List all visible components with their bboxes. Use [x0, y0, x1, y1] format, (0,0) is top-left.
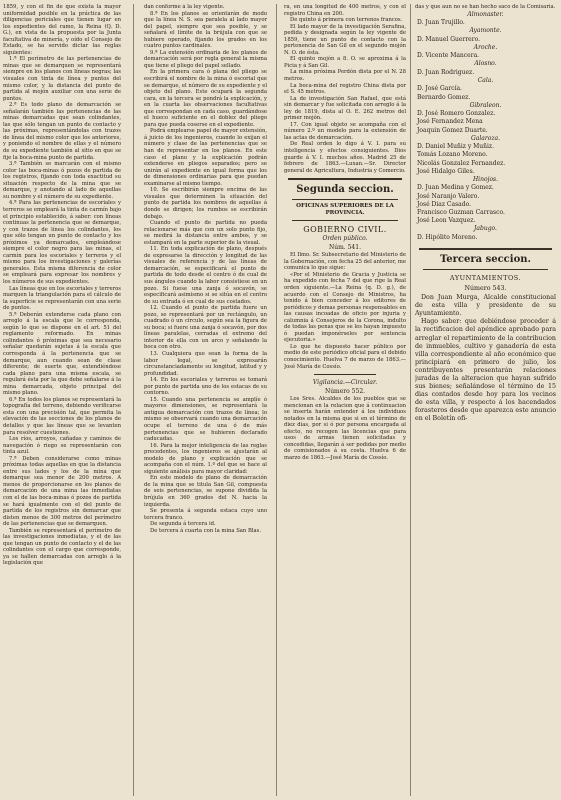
town-heading: Alosno.	[474, 60, 497, 68]
paragraph: La de investigación San Rafael, que está sin demarcar y fue solicitada con arreglo á la ley de 1819, dista al O. E. 262 metros del primer mojón.	[284, 95, 406, 122]
paragraph: 12. Cuando el punto de partida fuere un pozo, se representará por un rectángulo, un cuadrado ó un círculo, según sea la figura de su boca; si fuere una zanja ó socavón, por dos líneas paralelas, cerradas el extremo del interior de ella con un arco y señalando la boca con otro.	[144, 305, 267, 351]
person-name: José Diaz Casado.	[417, 200, 472, 208]
paragraph: La mina próxima Perdón dista por el N. 28 metros.	[284, 69, 406, 83]
person-name: Joaquin Gomez Duarte.	[417, 126, 488, 134]
person-name: D. José García.	[417, 85, 462, 93]
ayuntamientos-heading: AYUNTAMIENTOS.	[449, 274, 522, 283]
town-heading: Hinojos.	[472, 176, 499, 184]
paragraph: dan conforme á la ley vigente.	[144, 4, 225, 10]
paragraph: 10. Se escribirán siempre encima de las visuales que determinen la situación del punto de partida los nombres de aquellas á donde se dirigen; los rumbos se escribirán debajo.	[144, 187, 267, 220]
paragraph: 7.ª Deben considerarse como minas próximas todas aquellas en que la distancia entre sus lados y los de la mina que demarque sea menor de 200 metros. A menos de proporcionarse en los planos de demarcación de una mina las inmediatas con el de las boca-minas ó pozos de partida se hará igualmente con el del punto de partida de los registros sin demarcar que disten menos de 300 metros del perímetro de las pertenencias que se demarquen.	[3, 455, 121, 528]
column-3	[284, 4, 406, 796]
column-1	[3, 4, 121, 796]
person-name: D. Vicente Mancera.	[417, 52, 480, 60]
section-divider	[419, 248, 552, 250]
numero-label: Número 543.	[464, 285, 507, 293]
person-name: Bernardo Gomez.	[417, 93, 471, 101]
paragraph: 3.ª También se marcarán con el mismo color las boca-minas ó pozos de partida de los registros, fijando con toda exactitud su situación respecto de la mina que se demarque, y anotando al lado de aquellas su nombre y el número de su expediente.	[3, 161, 121, 200]
numero-label: Número 552.	[324, 388, 366, 396]
oficinas-heading: OFICINAS SUPERIORES DE LA PROVINCIA.	[296, 203, 394, 217]
section-heading: Tercera seccion.	[440, 254, 531, 266]
person-name: Francisco Guzman Carrasco.	[417, 209, 505, 217]
divider	[292, 199, 398, 200]
person-name: Nicolás Gonzalez Fernandez.	[417, 159, 506, 167]
vigilancia-heading: Vigilancia.—Circular.	[312, 379, 378, 387]
divider	[292, 220, 398, 221]
paragraph: También se representará el perímetro de las investigaciones inmediatas, y el de las que tengan un punto de contacto y el de las colindantes con el cargo que corresponde, ya se hallen demarcadas con arreglo á la legislación que	[3, 527, 121, 567]
paragraph: 17. Con igual objeto se acompaña con el número 2.º un modelo para la extensión de las actas de demarcación.	[284, 121, 406, 141]
town-heading: Gibraleon.	[469, 101, 502, 109]
town-heading: Galaroza.	[471, 134, 500, 142]
paragraph: Cuando el punto de partida no pueda relacionarse más que con un solo punto fijo, se medirá la distancia entre ambos, y se estampará en la parte superior de la visual.	[144, 220, 267, 246]
person-name: José Leon Vazquez.	[417, 217, 476, 225]
paragraph: El lado mayor de la investigación Serafina, pedida y designada según la ley vigente de 1859, tiene un punto de contacto con la pertenencia de San Gil en el segundo mojón N. O. de ésta.	[284, 23, 406, 56]
column-divider	[133, 4, 134, 796]
paragraph: De segunda á tercera id.	[150, 521, 216, 528]
numero-label: Núm. 541.	[329, 244, 361, 252]
divider	[423, 269, 548, 270]
person-name: José Fernandez Mena	[417, 118, 483, 126]
person-name: D. Daniel Muñiz y Muñiz.	[417, 143, 494, 151]
person-name: José Naranjo Valero.	[417, 192, 480, 200]
person-name: Tomás Lozano Moreno.	[417, 151, 488, 159]
section-divider	[288, 178, 402, 180]
paragraph: Lo que he dispuesto hacer público por medio de este periódico oficial para el debido conocimiento. Huelva 7 de marzo de 1863.—José María de Cossío.	[284, 343, 406, 370]
column-2	[144, 4, 267, 796]
paragraph: El Ilmo. Sr. Subsecretario del Ministerio de la Gobernación, con fecha 25 del anterior, me comunica lo que sigue:	[284, 252, 406, 272]
paragraph: El quinto mojón a 8. O. se aproxima á la Picia y á San Gil.	[284, 56, 406, 69]
orden-publico-label: Orden público.	[322, 235, 368, 243]
person-name: D. Manuel Guerrero.	[417, 35, 481, 43]
divider	[314, 374, 376, 375]
column-divider	[276, 4, 277, 796]
paragraph: 5.ª Deberán extenderse cada plano con arreglo á la escala que le corresponda, según lo que se dispone en el art. 51 del reglamento reformado. En minas colindantes ó próximas que sea necesario señalar quedarán sujetas á la escala que corresponda á la pertenencia que se demarque, aun cuando sean de clase diferente; de suerte que, extendiéndose cada plano para una misma escala, se regulará ésta por la que debe señalarse á la mina demarcada, objeto principal del mismo plano.	[3, 311, 121, 397]
person-name: D. Juan Medina y Gomez.	[417, 184, 494, 192]
paragraph: Los Sres. Alcaldes de los pueblos que se mencionan en la relacion que á continuacion se inserta harán entender á los individuos notados en la misma que si en el término de diez dias, por si ó por persona encargada al efecto, no recogen las licencias que para usos de armas tienen solicitadas y concedidas, llegarán á ser podidas por medio de comisionados á su costa. Huelva 6 de marzo de 1863.—José María de Cossío.	[284, 396, 406, 461]
paragraph: 11. En toda explicación de plano, después de expresarse la dirección y longitud de las visuales de referencia y de las líneas de demarcación, se especificará el punto de partida de todo desde el centro ó de cual de sus ángulos cuando la labor consistiese en un pozo. Si fuese una zanja ó socavón, se especificará asimismo si se sitúa en el centro de su entrada ó en cual de sus costados.	[144, 246, 267, 305]
town-heading: Almonaster.	[467, 10, 504, 18]
paragraph: Los ríos, arroyos, cañadas y caminos de navegación ó riego se representarán con tinta azul.	[3, 436, 121, 456]
paragraph: En este modelo de plano de demarcación de la mina que se titula San Gil, compuesta de seis pertenencias, se supone dividida la brújula en 360 grados del N. hacia la izquierda.	[144, 475, 267, 508]
town-heading: Jabugo.	[474, 225, 497, 233]
paragraph: ra, en una longitud de 400 metros, y con el registro China en 200.	[284, 4, 406, 17]
paragraph: De quinto á primera con terrenos francos.	[290, 17, 403, 24]
paragraph: Hago saber: que debiéndose proceder á la rectificacion del apéndice aprobado para arreglar el repartimiento de la contribucion de inmuebles, cultivo y ganadería de esta villa correspondiente al año económico que principiará en primero de julio, los contribuyentes presentarán relaciones juradas de la alteracion que hayan sufrido sus bienes; señalándose el término de 15 dias contados desde hoy para los vecinos de esta villa, y respecto á los hacendados forasteros desde que aparezca este anuncio en el Boletín ofi-	[415, 318, 556, 423]
town-heading: Aroche.	[473, 43, 498, 51]
gobierno-civil-heading: GOBIERNO CIVIL.	[303, 225, 387, 235]
person-name: D. Juan Rodriguez.	[417, 68, 475, 76]
paragraph: De tercera á cuarta con la mina San Blas.	[150, 527, 262, 534]
paragraph: Se presenta á segunda estaca cuyo uno tercera franco.	[144, 508, 267, 521]
paragraph: 2.ª Es todo plano de demarcación se señalarán también las pertenencias de las minas demarcadas que sean colindantes, las que sólo tengan un punto de contacto y las próximas, representándolas con trazos de línea del mismo color que los anteriores, y poniendo el nombre de ellas y el número de su expediente también al sitio en que se fije la boca-mina punto de partida.	[3, 102, 121, 161]
paragraph: «Por el Ministerio de Gracia y Justicia se ha expedido con fecha 7 del que rige la Real orden siguiente.—La Reina (q. D. g.), de acuerdo con el Consejo de Ministros, ha tenido á bien conceder á los editores de periódicos y demas personas responsables en las causas incoadas de oficio por injuria y calumnia á Consejeros de la Corona, indulto de todas las penas que se les hayan impuesto ó puedan imponérseles por sentencia ejecutoria.»	[284, 271, 406, 344]
town-list	[415, 11, 556, 243]
paragraph: 14. En los escoriales y terreros se tomará por punto de partida uno de los estacas de su contorno.	[144, 377, 267, 397]
section-heading: Segunda seccion.	[296, 184, 394, 196]
town-heading: Cala.	[477, 76, 494, 84]
paragraph: 15. Cuando una pertenencia se amplíe ó mayores dimensiones, se representará la antigua demarcación con trazos de línea; lo mismo se observará cuando una demarcación ocupe el terreno de una ó de más pertenencias que se hubieren declarado caducadas.	[144, 396, 267, 443]
paragraph: 1859, y con el fin de que exista la mayor uniformidad posible en la práctica de las diligencias periciales que tienen lugar en los expedientes del ramo, la Reina (Q. D. G.), en vista de la propuesta por la Junta facultativa de minería, y oído el Consejo de Estado, se ha servido dictar las reglas siguientes:	[3, 4, 121, 56]
paragraph: 16. Para la mejor inteligencia de las reglas precedentes, los ingenieros se ajustarán al modelo de plano y explicación que se acompaña con el núm. 1.º del que se hace al siguiente análisis para mayor claridad:	[144, 442, 267, 475]
column-4	[415, 4, 556, 796]
person-name: D. Juan Trujillo.	[417, 18, 465, 26]
paragraph: 1.ª El perímetro de las pertenencias de minas que se demarquen se representará siempre en los planos con líneas negras; las visuales con tinta de línea y puntos del mismo color, y la distancia del punto de partida al mojón auxiliar con una serie de puntos.	[3, 56, 121, 102]
paragraph: 9.ª La extensión ordinaria de los planos de demarcación será por regla general la misma que tiene el pliego del papel sellado.	[144, 49, 267, 69]
paragraph: La boca-mina del registro China dista por el S. 45 metros.	[284, 82, 406, 96]
person-name: D. José Romero Gonzalez.	[417, 110, 496, 118]
person-name: D. Hipólito Moreno.	[417, 233, 478, 241]
paragraph: das y que aun no se han hecho saco de la Comisaria.	[415, 4, 556, 10]
paragraph: Don Juan Murga, Alcalde constitucional de esta villa y presidente de su Ayuntamiento.	[415, 294, 556, 318]
town-heading: Ayamonte.	[469, 27, 502, 35]
person-name: José Hidalgo Giles.	[417, 167, 475, 175]
paragraph: 8.ª En los planos se orientarán de modo que la línea N. S. sea paralela al lado mayor del papel, siempre que sea posible, y se señalará el límite de la brújula con que se hubiere operado, fijando los grados en los cuatro puntos cardinales.	[144, 10, 267, 50]
paragraph: 4.ª Para las pertenencias de escoriales y terreros se empleará la tinta de carmín bajo el principio establecido, á saber: con líneas continuas la pertenencia que se demarque, y con trazos de línea los colindantes, los que sólo tengan un punto de contacto y los próximos ya demarcados, empleándose siempre el color negro para las minas, el carmín para los escoriales y terreros y el mismo para los investigaciones y galerías generales. Esta misma diferencia de color se empleará para expresar los nombres y los números de sus expedientes.	[3, 200, 121, 285]
paragraph: En la primera cara ó plana del pliego se escribirá el nombre de la mina ó escorial que se demarque, el número de su expediente y el objeto del plano. Este ocupará la segunda cara, en la tercera se pondrá la explicación, y en la cuarta las observaciones facultativas que correspondan en cada caso, guardándose el hueco suficiente en el doblez del pliego para que pueda coserse en el expediente.	[144, 69, 267, 128]
paragraph: 13. Cualquiera que sean la forma de la labor legal, se expresarán circunstanciadamente su longitud, latitud y y profundidad.	[144, 350, 267, 377]
paragraph: 6.ª En todos los planos se representará la topografía del terreno, debiendo verificarse esta con una precisión tal, que permita la elevación de las secciones de los planos de detalles y que las líneas que se levanten para resolver cuestiones.	[3, 396, 121, 436]
paragraph: De Real orden lo digo á V. I. para su inteligencia y efectos consiguientes. Dios guarde á V. I. muchos años. Madrid 25 de febrero de 1863.—Luxan.—Sr. Director general de Agricultura, Industria y Comercio.	[284, 141, 406, 174]
column-divider	[410, 4, 411, 796]
paragraph: Podrá emplearse papel de mayor extensión, á juicio de los ingenieros, cuando lo exijan el número y clase de las pertenencias que se han de representar en los planos. En este caso el plano y la explicación podrán extenderse en pliegos separados; pero se unirán al expediente en igual forma que los de dimensiones ordinarias para que puedan examinarse al mismo tiempo.	[144, 128, 267, 187]
paragraph: Las líneas que en los escoriales y terreros marquen la triangulación para el cálculo de la superficie se representarán con una serie de puntos.	[3, 285, 121, 312]
